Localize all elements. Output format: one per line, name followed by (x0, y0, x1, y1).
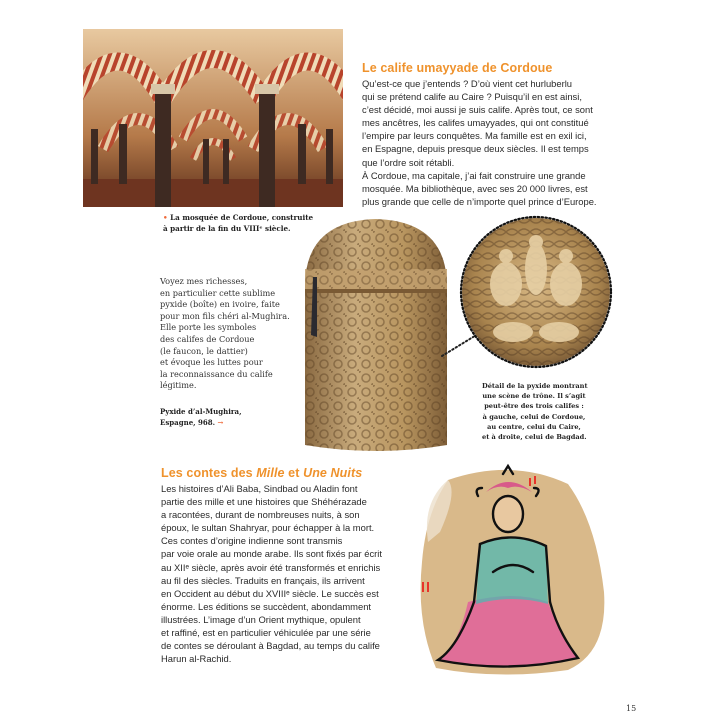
caption-line: au centre, celui du Caire, (487, 422, 581, 431)
text-line: partie des mille et une histoires que Shéhérazade (161, 496, 367, 508)
text-line: illustrées. L’image d’un Orient mythique, opulent (161, 613, 361, 625)
text-line: Les histoires d’Ali Baba, Sindbad ou Aladin font (161, 483, 358, 494)
caption-line: et à droite, celui de Bagdad. (482, 433, 587, 442)
text-line: Voyez mes richesses, (160, 276, 248, 286)
caption-line: à partir de la fin du VIIIᵉ siècle. (163, 223, 291, 233)
caption-line: peut-être des trois califes : (484, 402, 584, 411)
text-line: la reconnaissance du calife (160, 368, 273, 379)
text-line: plus grande que celle de n’importe quel prince d’Europe. (362, 195, 597, 207)
text-line: (le faucon, le dattier) (160, 345, 248, 356)
arrow-right-icon: → (217, 417, 224, 427)
pyxis-ivory-box-image (303, 217, 449, 457)
text-line: et raffiné, est en particulier véhiculée par une série (161, 627, 371, 639)
title-part: et (284, 466, 304, 480)
mosque-caption (163, 213, 313, 234)
text-line: Harun al-Rachid. (161, 653, 232, 665)
text-line: au XIIᵉ siècle, après avoir été transformés et enrichis (161, 561, 381, 573)
caption-line: La mosquée de Cordoue, construite (170, 213, 314, 222)
tales-paragraph (161, 482, 382, 665)
pyxis-caption (160, 407, 242, 428)
title-part: Les contes des (161, 466, 257, 480)
section-title-tales (161, 466, 362, 480)
caption-line: Pyxide d’al-Mughira, (160, 407, 242, 416)
text-line: légitime. (160, 380, 197, 391)
text-line: l’empire par leurs conquêtes. Ma famille est en exil ici, (362, 130, 587, 142)
caption-line: une scène de trône. Il s’agit (482, 392, 586, 401)
text-line: À Cordoue, ma capitale, j’ai fait construire une grande (362, 169, 586, 181)
section-title-umayyad: Le calife umayyade de Cordoue (362, 61, 553, 75)
text-line: mes ancêtres, les califes umayyades, qui ont constitué (362, 117, 589, 129)
text-line: c’est décidé, moi aussi je suis calife. Après tout, ce sont (362, 104, 593, 116)
text-line: Ces contes d’origine indienne sont transmis (161, 535, 343, 547)
text-line: que l’ordre soit rétabli. (362, 156, 455, 168)
text-line: par voie orale au monde arabe. Ils sont fixés par écrit (161, 548, 382, 560)
title-part: Mille (256, 466, 285, 480)
pyxis-paragraph (160, 276, 290, 392)
text-line: des califes de Cordoue (160, 333, 255, 344)
caption-line: Espagne, 968. (160, 417, 216, 427)
text-line: de contes se déroulant à Bagdad, au temps du calife (161, 640, 380, 652)
pyxis-detail-circle-image (458, 214, 614, 370)
text-line: et évoque les luttes pour (160, 357, 263, 368)
mosque-arches-illustration (83, 29, 343, 207)
text-line: énorme. Les éditions se succèdent, abondamment (161, 600, 372, 612)
text-line: a racontées, durant de nombreuses nuits, à son (161, 509, 360, 521)
text-line: qui se prétend calife au Caire ? Puisqu’il en est ainsi, (362, 91, 582, 103)
umayyad-paragraph (362, 77, 597, 208)
text-line: en particulier cette sublime (160, 287, 276, 298)
text-line: Qu’est-ce que j’entends ? D’où vient cet hurluberlu (362, 78, 573, 89)
detail-caption (482, 381, 586, 442)
title-part: Une Nuits (303, 466, 363, 480)
page-number: 15 (626, 704, 637, 713)
caption-bullet-icon: • (163, 213, 168, 222)
text-line: Elle porte les symboles (160, 322, 257, 333)
text-line: en Espagne, depuis presque deux siècles. Il est temps (362, 143, 589, 155)
text-line: époux, le sultan Shahryar, pour échapper à la mort. (161, 522, 375, 534)
caption-line: à gauche, celui de Cordoue, (482, 412, 586, 421)
mosque-photo (83, 29, 343, 207)
text-line: mosquée. Ma bibliothèque, avec ses 20 000 livres, est (362, 182, 588, 194)
text-line: pyxide (boîte) en ivoire, faite (160, 299, 280, 310)
caption-line: Détail de la pyxide montrant (482, 382, 588, 390)
text-line: en Occident au début du XVIIIᵉ siècle. Le succès est (161, 587, 379, 599)
text-line: au fil des siècles. Traduits en français, ils arrivent (161, 574, 365, 586)
sheherazade-illustration (418, 462, 610, 678)
text-line: pour mon fils chéri al-Mughira. (160, 310, 290, 321)
